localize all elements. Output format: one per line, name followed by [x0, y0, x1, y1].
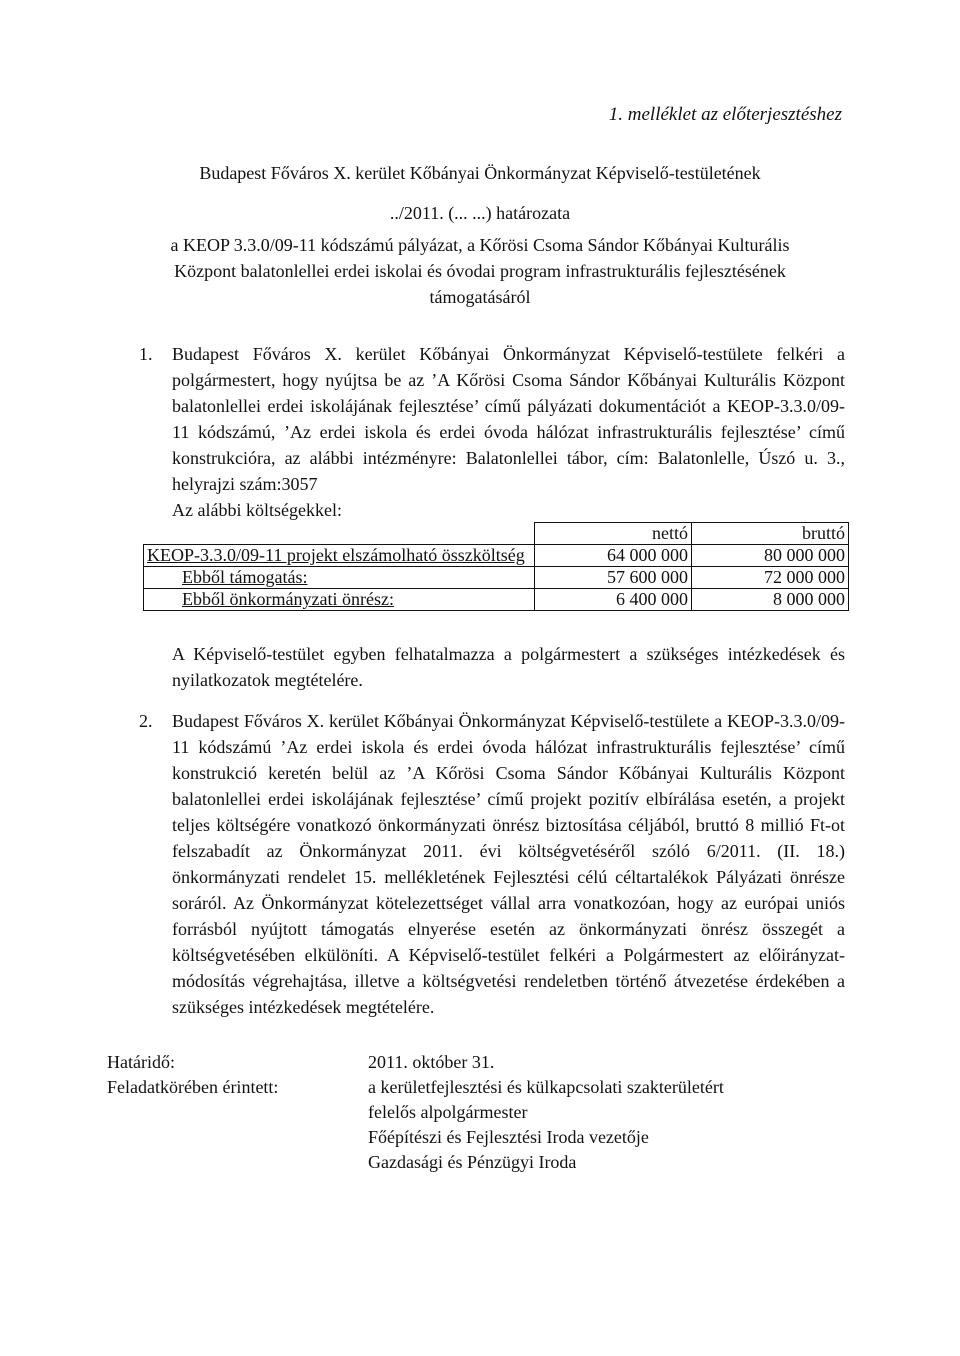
header-net: nettó — [535, 523, 692, 545]
responsible-label: Feladatkörében érintett: — [107, 1077, 279, 1097]
item-number: 1. — [139, 344, 153, 364]
row-gross: 72 000 000 — [692, 567, 849, 589]
resolution-subject — [0, 232, 960, 310]
responsible-line: a kerületfejlesztési és külkapcsolati szakterületért — [368, 1077, 724, 1097]
cost-intro: Az alábbi költségekkel: — [172, 500, 342, 520]
row-net: 64 000 000 — [535, 545, 692, 567]
subject-line-2: Központ balatonlellei erdei iskolai és óvodai program infrastrukturális fejlesztésének — [174, 261, 786, 281]
resolution-number: ../2011. (... ...) határozata — [389, 203, 571, 223]
row-gross: 80 000 000 — [692, 545, 849, 567]
responsible-line: Gazdasági és Pénzügyi Iroda — [368, 1152, 577, 1172]
resolution-title: Budapest Főváros X. kerület Kőbányai Önkormányzat Képviselő-testületének — [199, 163, 761, 183]
row-net: 6 400 000 — [535, 589, 692, 611]
responsible-line: Főépítészi és Fejlesztési Iroda vezetője — [368, 1127, 649, 1147]
cost-table — [143, 522, 849, 611]
row-label: KEOP-3.3.0/09-11 projekt elszámolható összköltség — [144, 545, 535, 567]
item-2-text: Budapest Főváros X. kerület Kőbányai Önkormányzat Képviselő-testülete a KEOP-3.3.0/09-11 kódszámú ’Az erdei iskola és erdei óvoda hálózat infrastrukturális fejlesztése’ című konstrukció keretén belül az ’A Kőrösi Csoma Sándor Kőbányai Kulturális Központ balatonlellei erdei iskolájának fejlesztése’ című projekt pozitív elbírálása esetén, a projekt teljes költségére vonatkozó önkormányzati önrész biztosítása céljából, bruttó 8 millió Ft-ot felszabadít az Önkormányzat 2011. évi költségvetéséről szóló 6/2011. (II. 18.) önkormányzati rendelet 15. mellékletének Fejlesztési célú céltartalékok Pályázati önrésze soráról. Az Önkormányzat kötelezettséget vállal arra vonatkozóan, hogy az európai uniós forrásból nyújtott támogatás elnyerése esetén az önkormányzati önrész összegét a költségvetésében elkülöníti. A Képviselő-testület felkéri a Polgármestert az előirányzat-módosítás végrehajtása, illetve a költségvetési rendeletben történő átvezetése érdekében a szükséges intézkedések megtételére. — [172, 711, 845, 1017]
item-number: 2. — [139, 711, 153, 731]
row-label: Ebből támogatás: — [144, 567, 535, 589]
table-row — [144, 567, 849, 589]
annex-label: 1. melléklet az előterjesztéshez — [608, 104, 842, 125]
authorization-paragraph: A Képviselő-testület egyben felhatalmazza a polgármestert a szükséges intézkedések és nyilatkozatok megtételére. — [172, 644, 845, 690]
header-gross: bruttó — [692, 523, 849, 545]
deadline-label: Határidő: — [107, 1052, 175, 1072]
table-row — [144, 589, 849, 611]
responsible-list — [368, 1075, 788, 1175]
subject-line-3: támogatásáról — [429, 287, 531, 307]
resolution-item-1 — [139, 341, 845, 523]
row-label: Ebből önkormányzati önrész: — [144, 589, 535, 611]
deadline-value: 2011. október 31. — [368, 1052, 495, 1072]
table-corner-cell — [144, 523, 535, 545]
item-1-text: Budapest Főváros X. kerület Kőbányai Önkormányzat Képviselő-testülete felkéri a polgármestert, hogy nyújtsa be az ’A Kőrösi Csoma Sándor Kőbányai Kulturális Központ balatonlellei erdei iskolájának fejlesztése’ című pályázati dokumentációt a KEOP-3.3.0/09-11 kódszámú, ’Az erdei iskola és erdei óvoda hálózat infrastrukturális fejlesztése’ című konstrukcióra, az alábbi intézményre: Balatonlellei tábor, cím: Balatonlelle, Úszó u. 3., helyrajzi szám:3057 — [172, 344, 845, 494]
row-gross: 8 000 000 — [692, 589, 849, 611]
row-net: 57 600 000 — [535, 567, 692, 589]
resolution-item-2 — [139, 708, 845, 1020]
responsible-line: felelős alpolgármester — [368, 1102, 528, 1122]
subject-line-1: a KEOP 3.3.0/09-11 kódszámú pályázat, a Kőrösi Csoma Sándor Kőbányai Kulturális — [170, 235, 790, 255]
table-row — [144, 545, 849, 567]
table-header-row — [144, 523, 849, 545]
